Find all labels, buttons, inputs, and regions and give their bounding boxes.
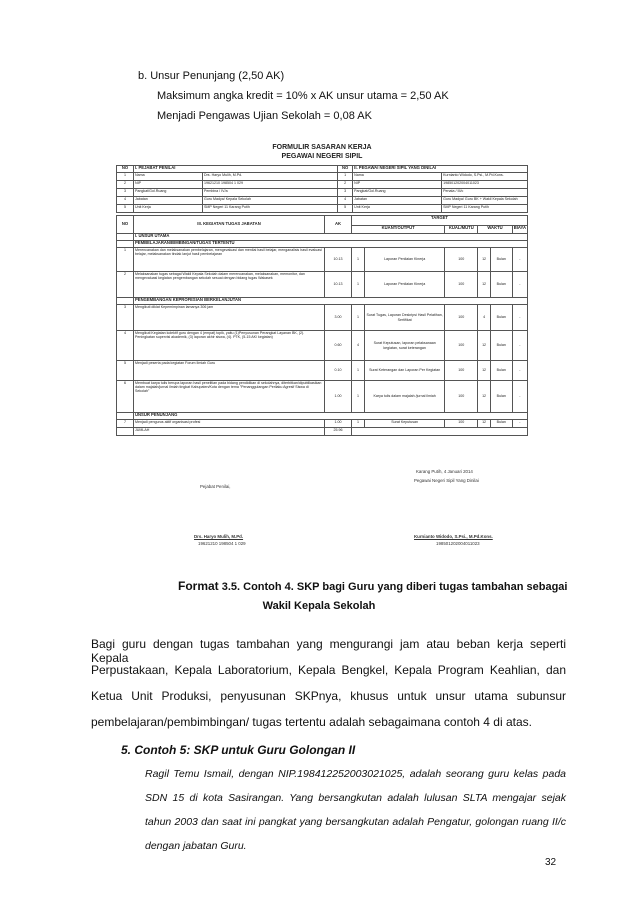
dinilai-no: 5 — [338, 205, 353, 213]
act-hdr-target: TARGET — [352, 216, 528, 226]
row-waktu: 12 — [478, 248, 491, 272]
act-hdr-kual: KUAL/MUTU — [445, 226, 478, 234]
signer1-nip: 19621210 198504 1 029 — [198, 541, 246, 546]
penilai-no: 1 — [117, 173, 134, 181]
section5-line1: Ragil Temu Ismail, dengan NIP.198412252003021025, adalah seorang guru kelas pada — [145, 768, 566, 780]
caption-text: 3.5. Contoh 4. SKP bagi Guru yang diberi tugas tambahan sebagai — [218, 581, 568, 593]
act-hdr-kuant: KUANT/OUTPUT — [352, 226, 445, 234]
row-mutu: 100 — [445, 420, 478, 428]
row-activity: Merencanakan dan melaksanakan pembelajaran, mengevaluasi dan menilai hasil belajar, menganalisis hasil evaluasi belajar, melaksanakan tindak lanjut hasil pembelajaran — [134, 248, 325, 272]
row-qty: 1 — [352, 420, 365, 428]
sec-unsur-utama: I. UNSUR UTAMA — [134, 234, 528, 241]
row-activity: Menjadi peserta pada kegiatan Forum Ilmiah Guru — [134, 361, 325, 381]
row-output: Surat Keputusan — [365, 420, 445, 428]
row-qty: 1 — [352, 248, 365, 272]
row-mutu: 100 — [445, 361, 478, 381]
row-qty: 4 — [352, 331, 365, 361]
figure-caption-line1 — [178, 579, 567, 593]
page-number: 32 — [545, 857, 557, 868]
penilai-value: SMP Negeri 11 Karang Putih — [203, 205, 338, 213]
row-no: 1 — [117, 248, 134, 272]
jumlah-ak: 25.96 — [325, 428, 352, 436]
paragraph-line2: Perpustakaan, Kepala Laboratorium, Kepala Bengkel, Kepala Program Keahlian, dan — [91, 663, 566, 677]
row-no: 3 — [117, 305, 134, 331]
row-biaya: - — [512, 381, 527, 413]
row-biaya: - — [512, 305, 527, 331]
act-hdr-biaya: BIAYA — [512, 226, 527, 234]
paragraph-line1: Bagi guru dengan tugas tambahan yang mengurangi jam atau beban kerja seperti Kepala — [91, 637, 566, 665]
date-line: Karang Putih, 4 Januari 2014 — [416, 469, 473, 474]
skp-form-figure — [116, 144, 528, 546]
signer1-name: Drs. Haryo Mulih, M.Pd. — [194, 534, 244, 539]
row-ak: 1.00 — [325, 420, 352, 428]
form-title-2: PEGAWAI NEGERI SIPIL — [281, 153, 363, 160]
row-biaya: - — [512, 331, 527, 361]
dinilai-label: Unit Kerja — [353, 205, 442, 213]
dinilai-label: Jabatan — [353, 197, 442, 205]
dinilai-no: 4 — [338, 197, 353, 205]
penilai-no: 4 — [117, 197, 134, 205]
paragraph-line3: Ketua Unit Produksi, penyusunan SKPnya, khusus untuk unsur utama subunsur — [91, 689, 566, 703]
penilai-label: Pangkat/Gol.Ruang — [134, 189, 203, 197]
row-satuan: Bulan — [490, 272, 512, 298]
row-no: 6 — [117, 381, 134, 413]
penilai-label: NIP — [134, 181, 203, 189]
row-qty: 1 — [352, 361, 365, 381]
row-output: Surat Keterangan dan Laporan Per Kegiatan — [365, 361, 445, 381]
row-activity: Melaksanakan tugas sebagai Wakil Kepala Sekolah dalam merencanakan, melaksanakan, memonitor, dan mengevaluasi kegiatan pengembangan sekolah sesuai dengan bidang tugas Wakasek — [134, 272, 325, 298]
row-mutu: 100 — [445, 305, 478, 331]
row-mutu: 100 — [445, 272, 478, 298]
pegawai-dinilai-label: Pegawai Negeri Sipil Yang Dinilai — [414, 478, 479, 483]
penilai-value: Pembina / IV/a — [203, 189, 338, 197]
item-b: b. Unsur Penunjang (2,50 AK) — [138, 70, 285, 82]
row-output: Surat Keputusan, laporan pelaksanaan kegiatan, surat keterangan — [365, 331, 445, 361]
dinilai-value: 198501202004011023 — [442, 181, 528, 189]
exam-supervisor-line: Menjadi Pengawas Ujian Sekolah = 0,08 AK — [157, 110, 372, 122]
row-activity: Mengikuti diklat Kepemimpinan lamanya 306 jam — [134, 305, 325, 331]
penilai-label: Nama — [134, 173, 203, 181]
row-qty: 1 — [352, 272, 365, 298]
row-biaya: - — [512, 272, 527, 298]
row-activity: Menjadi pengurus aktif organisasi profesi — [134, 420, 325, 428]
signer2-name: Kurnianto Widodo, S.Psi., M.Pd.Kons. — [414, 534, 493, 539]
penilai-no: 3 — [117, 189, 134, 197]
penilai-value: Guru Madya/ Kepala Sekolah — [203, 197, 338, 205]
dinilai-value: Penata / III/c — [442, 189, 528, 197]
row-output: Karya tulis dalam majalah /jurnal ilmiah — [365, 381, 445, 413]
dinilai-value: SMP Negeri 11 Karang Putih — [442, 205, 528, 213]
hdr-no2: NO — [338, 166, 353, 173]
row-no: 5 — [117, 361, 134, 381]
row-qty: 1 — [352, 305, 365, 331]
hdr-dinilai: II. PEGAWAI NEGERI SIPIL YANG DINILAI — [353, 166, 528, 173]
row-mutu: 100 — [445, 331, 478, 361]
row-no: 2 — [117, 272, 134, 298]
row-satuan: Bulan — [490, 305, 512, 331]
row-satuan: Bulan — [490, 331, 512, 361]
row-waktu: 12 — [478, 420, 491, 428]
row-satuan: Bulan — [490, 361, 512, 381]
row-satuan: Bulan — [490, 248, 512, 272]
paragraph-line4: pembelajaran/pembimbingan/ tugas tertentu adalah sebagaimana contoh 4 di atas. — [91, 715, 532, 729]
row-waktu: 12 — [478, 272, 491, 298]
penilai-label: Unit Kerja — [134, 205, 203, 213]
penilai-no: 5 — [117, 205, 134, 213]
act-hdr-kegiatan: III. KEGIATAN TUGAS JABATAN — [134, 216, 325, 234]
sec-pembelajaran: PEMBELAJARAN/BIMBINGAN/TUGAS TERTENTU — [134, 241, 528, 248]
row-ak: 10.13 — [325, 248, 352, 272]
hdr-penilai: I. PEJABAT PENILAI — [134, 166, 338, 173]
row-activity: Membuat karya tulis berupa laporan hasil penelitian pada bidang pendidikan di sekolahnya, diterbitkan/dipublikasikan dalam majalah/jurnal ilmiah tingkat Kabupaten/Kota dengan tema "Penanggulangan Perilaku Agresif Siswa di Sekolah" — [134, 381, 325, 413]
dinilai-label: Nama — [353, 173, 442, 181]
row-no: 7 — [117, 420, 134, 428]
section5-heading: 5. Contoh 5: SKP untuk Guru Golongan II — [121, 743, 356, 757]
dinilai-value: Guru Madya/ Guru BK + Wakil Kepala Sekolah — [442, 197, 528, 205]
dinilai-no: 2 — [338, 181, 353, 189]
row-qty: 1 — [352, 381, 365, 413]
act-hdr-no: NO — [117, 216, 134, 234]
row-output: Laporan Penilaian Kinerja — [365, 272, 445, 298]
row-ak: 10.13 — [325, 272, 352, 298]
dinilai-no: 3 — [338, 189, 353, 197]
act-hdr-ak: AK — [325, 216, 352, 234]
sec-penunjang: UNSUR PENUNJANG — [134, 413, 528, 420]
row-mutu: 100 — [445, 248, 478, 272]
penilai-value: 19621210 198504 1 029 — [203, 181, 338, 189]
row-satuan: Bulan — [490, 381, 512, 413]
row-biaya: - — [512, 361, 527, 381]
identity-table — [116, 165, 528, 213]
row-biaya: - — [512, 248, 527, 272]
row-ak: 1.00 — [325, 381, 352, 413]
dinilai-no: 1 — [338, 173, 353, 181]
figure-caption-line2: Wakil Kepala Sekolah — [262, 600, 376, 612]
sec-pkb: PENGEMBANGAN KEPROFESIAN BERKELANJUTAN — [134, 298, 528, 305]
row-ak: 0.10 — [325, 361, 352, 381]
row-ak: 0.60 — [325, 331, 352, 361]
row-biaya: - — [512, 420, 527, 428]
row-satuan: Bulan — [490, 420, 512, 428]
row-output: Surat Tugas, Laporan Deskripsi Hasil Pelatihan, Sertifikat — [365, 305, 445, 331]
signer2-nip: 198501202004011023 — [436, 541, 480, 546]
row-ak: 3.00 — [325, 305, 352, 331]
dinilai-value: Kurnianto Widodo, S.Psi., M.Pd.Kons. — [442, 173, 528, 181]
caption-format-word: Format — [178, 579, 219, 593]
row-no: 4 — [117, 331, 134, 361]
row-mutu: 100 — [445, 381, 478, 413]
jumlah-label: JUMLAH — [134, 428, 325, 436]
activities-table — [116, 215, 528, 436]
penilai-no: 2 — [117, 181, 134, 189]
row-activity: Mengikuti Kegiatan kolektif guru dengan 4 (empat) topik, yaitu (1)Penyusunan Perangkat Layanan BK, (2). Peningkatan supervisi akademik, (3) laporan akhir siswa, (4). PTK, (5-15 AK/ kegiatan) — [134, 331, 325, 361]
dinilai-label: NIP — [353, 181, 442, 189]
row-output: Laporan Penilaian Kinerja — [365, 248, 445, 272]
pejabat-penilai-label: Pejabat Penilai, — [200, 484, 231, 489]
penilai-value: Drs. Haryo Mulih, M.Pd. — [203, 173, 338, 181]
section5-line2: SDN 15 di kota Sasirangan. Yang bersangkutan adalah lulusan SLTA mengajar sejak — [145, 792, 566, 804]
form-title-1: FORMULIR SASARAN KERJA — [272, 144, 372, 151]
row-waktu: 4 — [478, 305, 491, 331]
row-waktu: 12 — [478, 361, 491, 381]
row-waktu: 12 — [478, 331, 491, 361]
section5-line4: dengan jabatan Guru. — [145, 840, 247, 852]
dinilai-label: Pangkat/Gol.Ruang — [353, 189, 442, 197]
section5-line3: tahun 2003 dan saat ini pangkat yang bersangkutan adalah Pengatur, golongan ruang II/c — [145, 816, 566, 828]
row-waktu: 12 — [478, 381, 491, 413]
max-credit-line: Maksimum angka kredit = 10% x AK unsur utama = 2,50 AK — [157, 90, 449, 102]
act-hdr-waktu: WAKTU — [478, 226, 512, 234]
hdr-no: NO — [117, 166, 134, 173]
penilai-label: Jabatan — [134, 197, 203, 205]
